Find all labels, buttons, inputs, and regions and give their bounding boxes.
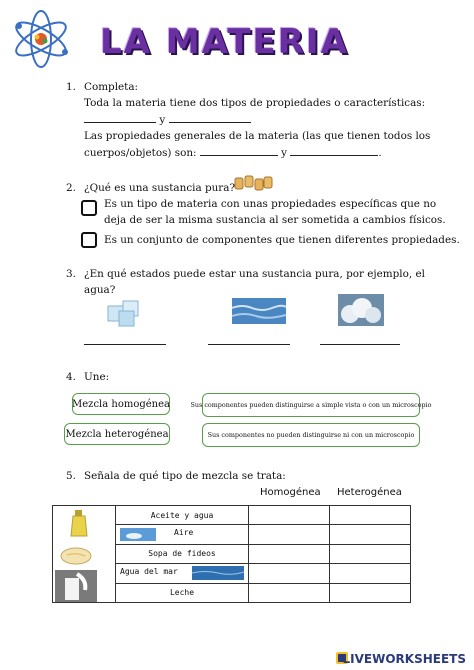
answer-cell[interactable] [249, 525, 330, 544]
col-header-heterogenea: Heterogénea [337, 487, 402, 498]
q2-option1-line2: deja de ser la misma sustancia al ser sometida a cambios físicos. [104, 214, 446, 226]
sea-image [192, 566, 244, 580]
q1-line1: Toda la materia tiene dos tipos de propiedades o características: [84, 97, 426, 109]
q4-label: Une: [84, 371, 110, 383]
q2-number: 2. [66, 182, 76, 194]
answer-cell[interactable] [330, 525, 411, 544]
row-label: Sopa de fideos [148, 549, 216, 559]
row-label: Aceite y agua [150, 510, 214, 520]
q5-label: Señala de qué tipo de mezcla se trata: [84, 470, 286, 482]
answer-cell[interactable] [249, 583, 330, 602]
answer-cell[interactable] [330, 544, 411, 563]
answer-cell[interactable] [330, 583, 411, 602]
row-label-cell [116, 583, 249, 602]
mixture-table [52, 505, 411, 603]
q2-option1-checkbox[interactable] [81, 200, 97, 216]
pasta-icon [233, 174, 275, 192]
q1-line4: cuerpos/objetos) son: [84, 147, 197, 159]
q3-label-line1: ¿En qué estados puede estar una sustancia pura, por ejemplo, el [84, 268, 425, 280]
q1-blank-2[interactable] [169, 113, 251, 123]
oil-bottle-image [65, 508, 93, 538]
match-right-1-label: Sus componentes pueden distinguirse a simple vista o con un microscopio [190, 401, 432, 409]
q3-blank-gas[interactable] [320, 344, 400, 345]
match-right-2-label: Sus componentes no pueden distinguirse ni con un microscopio [207, 431, 415, 439]
soup-image [59, 544, 93, 566]
q3-blank-liquid[interactable] [208, 344, 290, 345]
row-label: Leche [169, 588, 195, 598]
liquid-water-image [232, 298, 286, 324]
match-right-2[interactable] [202, 423, 420, 447]
atom-icon [10, 8, 72, 70]
steam-image [338, 294, 384, 326]
row-label-cell [116, 525, 249, 544]
match-left-heterogenea[interactable] [64, 423, 170, 445]
row-label: Agua del mar [120, 567, 178, 577]
sky-image [120, 528, 156, 541]
q1-y2: y [281, 147, 288, 159]
match-right-1[interactable] [190, 393, 432, 417]
q1-label: Completa: [84, 81, 139, 93]
ice-image [105, 298, 145, 328]
answer-cell[interactable] [249, 544, 330, 563]
answer-cell[interactable] [249, 506, 330, 525]
page-title: LA MATERIA [100, 22, 349, 62]
images-cell [53, 506, 116, 603]
q3-blank-solid[interactable] [84, 344, 166, 345]
q3-number: 3. [66, 268, 76, 280]
footer-brand: LIVEWORKSHEETS [342, 652, 466, 666]
table-row [53, 506, 411, 525]
q1-blank-1[interactable] [84, 113, 156, 123]
answer-cell[interactable] [330, 506, 411, 525]
row-label-cell [116, 506, 249, 525]
q2-label: ¿Qué es una sustancia pura? [84, 182, 236, 194]
row-label-cell [116, 544, 249, 563]
q1-blank-4[interactable] [290, 146, 378, 156]
q1-y1: y [159, 114, 166, 126]
match-left-heterogenea-label: Mezcla heterogénea [65, 428, 169, 440]
q5-number: 5. [66, 470, 76, 482]
match-left-homogenea-label: Mezcla homogénea [72, 398, 170, 410]
col-header-homogenea: Homogénea [260, 487, 321, 498]
answer-cell[interactable] [249, 564, 330, 583]
q4-number: 4. [66, 371, 76, 383]
q1-end: . [378, 147, 382, 159]
milk-image [55, 570, 97, 602]
q2-option2: Es un conjunto de componentes que tienen diferentes propiedades. [104, 234, 460, 246]
q2-option1-line1: Es un tipo de materia con unas propiedades específicas que no [104, 198, 437, 210]
q1-blank-3[interactable] [200, 146, 278, 156]
q1-number: 1. [66, 81, 76, 93]
q3-label-line2: agua? [84, 284, 116, 296]
match-left-homogenea[interactable] [72, 393, 170, 415]
q2-option2-checkbox[interactable] [81, 232, 97, 248]
q1-line3: Las propiedades generales de la materia (las que tienen todos los [84, 130, 431, 142]
row-label: Aire [174, 528, 194, 538]
row-label-cell [116, 564, 249, 583]
answer-cell[interactable] [330, 564, 411, 583]
